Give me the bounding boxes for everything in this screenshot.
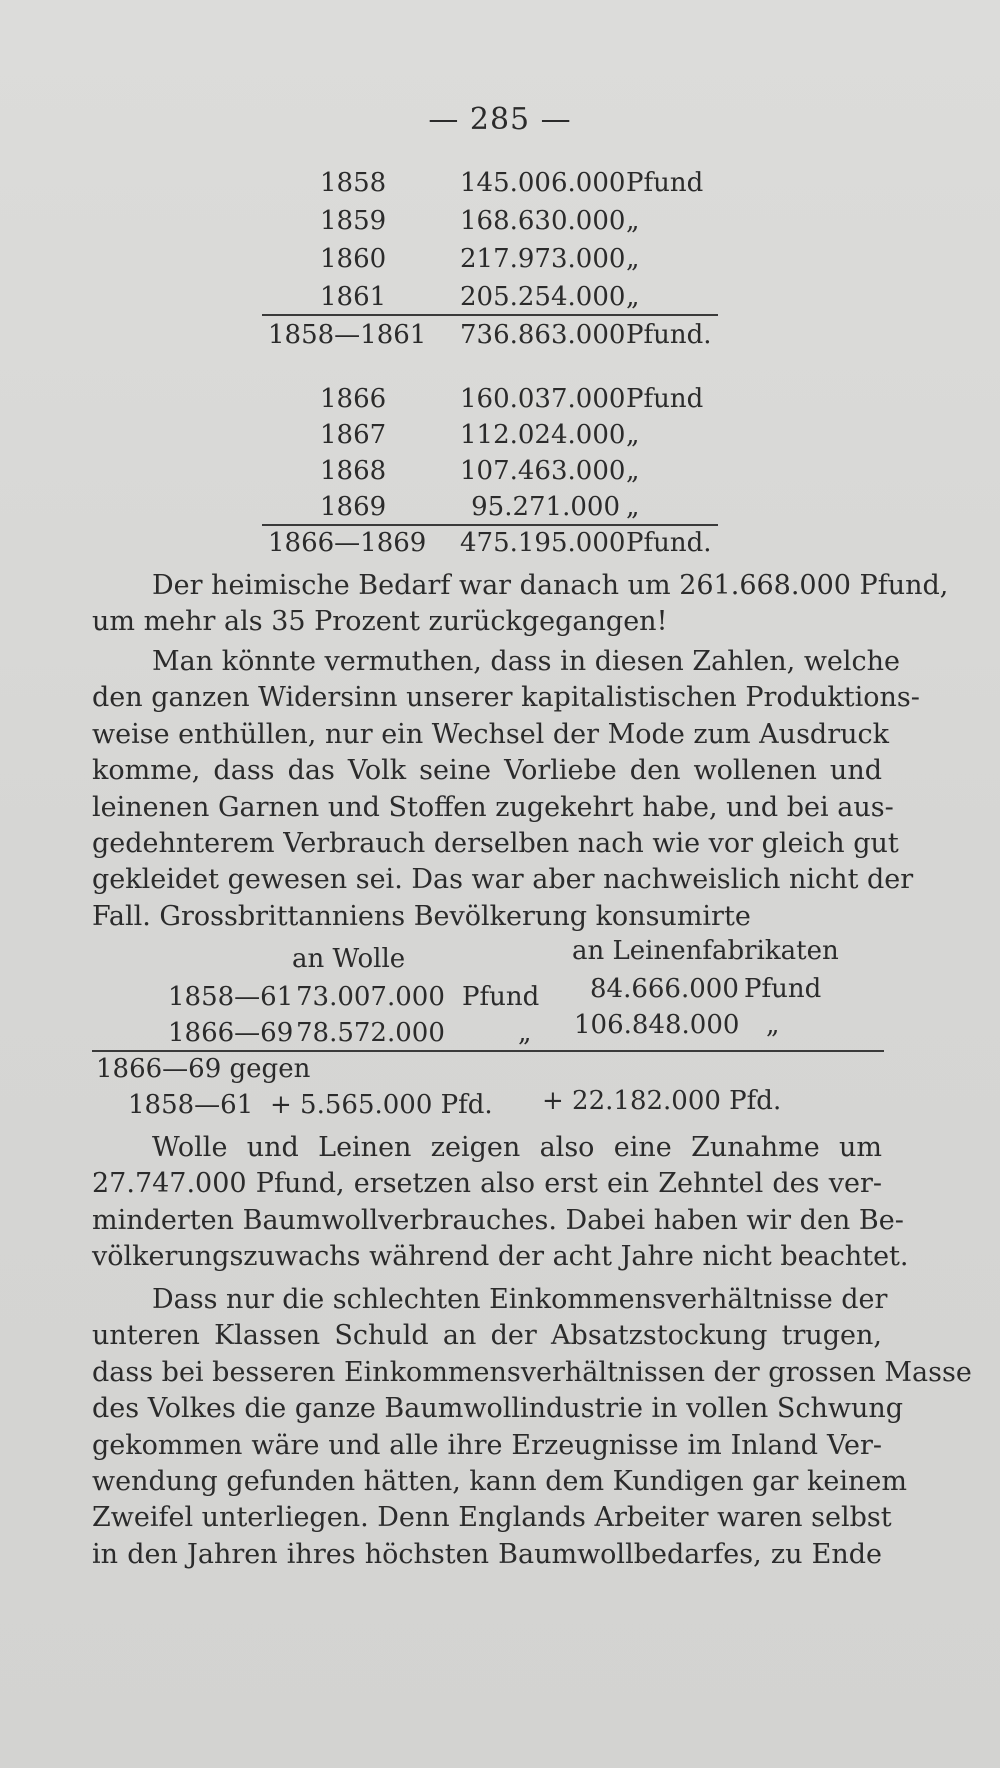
text-line: Dass nur die schlechten Einkommensverhältnisse der bbox=[152, 1284, 888, 1315]
paragraph bbox=[92, 1282, 972, 1573]
table-row-leinen: 84.666.000 bbox=[590, 974, 739, 1004]
sum-rule bbox=[92, 1050, 884, 1052]
table-row-wolle-unit: Pfund bbox=[462, 982, 540, 1012]
table-row-year: 1861 bbox=[320, 282, 387, 312]
table-row-unit: „ bbox=[626, 492, 640, 522]
paragraph bbox=[92, 1130, 909, 1276]
text-line: des Volkes die ganze Baumwollindustrie in vollen Schwung bbox=[92, 1393, 904, 1425]
sum-rule bbox=[262, 524, 718, 526]
table-row-value: 217.973.000 bbox=[460, 244, 626, 274]
table-row-unit: Pfund bbox=[626, 384, 704, 414]
text-line: völkerungszuwachs während der acht Jahre nicht beachtet. bbox=[92, 1241, 909, 1273]
text-line: gekommen wäre und alle ihre Erzeugnisse im Inland Ver- bbox=[92, 1429, 882, 1461]
table-row-unit: „ bbox=[626, 206, 640, 236]
text-line: Wolle und Leinen zeigen also eine Zunahme um bbox=[152, 1132, 882, 1163]
diff-leinen: + 22.182.000 Pfd. bbox=[542, 1086, 782, 1116]
table-row-wolle: 78.572.000 bbox=[296, 1018, 445, 1048]
table-row-value: 112.024.000 bbox=[460, 420, 626, 450]
table-row-value: 168.630.000 bbox=[460, 206, 626, 236]
table-row-unit: Pfund bbox=[626, 168, 704, 198]
text-line: wendung gefunden hätten, kann dem Kundigen gar keinem bbox=[92, 1466, 907, 1498]
table-row-year: 1859 bbox=[320, 206, 387, 236]
table-total-unit: Pfund. bbox=[626, 320, 712, 350]
text-line: dass bei besseren Einkommensverhältnissen der grossen Masse bbox=[92, 1356, 972, 1388]
table-row-value: 107.463.000 bbox=[460, 456, 626, 486]
column-header-wolle: an Wolle bbox=[292, 944, 406, 974]
table-total-unit: Pfund. bbox=[626, 528, 712, 558]
table-row-leinen: 106.848.000 bbox=[574, 1010, 740, 1040]
table-row-year: 1869 bbox=[320, 492, 387, 522]
table-row-year: 1860 bbox=[320, 244, 387, 274]
diff-label-period: 1858—61 bbox=[128, 1090, 254, 1120]
text-line: um mehr als 35 Prozent zurückgegangen! bbox=[92, 606, 668, 638]
table-total-value: 475.195.000 bbox=[460, 528, 626, 558]
table-row-period: 1866—69 bbox=[168, 1018, 294, 1048]
page-number: — 285 — bbox=[428, 102, 572, 137]
table-row-value: 205.254.000 bbox=[460, 282, 626, 312]
table-row-value: 95.271.000 bbox=[471, 492, 620, 522]
table-row-year: 1858 bbox=[320, 168, 387, 198]
text-line: minderten Baumwollverbrauches. Dabei haben wir den Be- bbox=[92, 1204, 904, 1236]
table-row-unit: „ bbox=[626, 420, 640, 450]
text-line: Fall. Grossbrittanniens Bevölkerung konsumirte bbox=[92, 900, 751, 932]
text-line: Der heimische Bedarf war danach um 261.668.000 Pfund, bbox=[152, 570, 949, 601]
table-row-wolle-unit: „ bbox=[518, 1018, 532, 1048]
diff-label: 1866—69 gegen bbox=[96, 1054, 311, 1084]
diff-wolle: + 5.565.000 Pfd. bbox=[270, 1090, 493, 1120]
table-row-leinen-unit: Pfund bbox=[744, 974, 822, 1004]
table-row-leinen-unit: „ bbox=[766, 1010, 780, 1040]
text-line: Zweifel unterliegen. Denn Englands Arbeiter waren selbst bbox=[92, 1502, 892, 1534]
table-row-year: 1866 bbox=[320, 384, 387, 414]
text-line: leinenen Garnen und Stoffen zugekehrt habe, und bei aus- bbox=[92, 791, 894, 823]
table-row-year: 1868 bbox=[320, 456, 387, 486]
column-header-leinen: an Leinenfabrikaten bbox=[572, 936, 839, 966]
text-line: den ganzen Widersinn unserer kapitalistischen Produktions- bbox=[92, 682, 920, 714]
text-line: gekleidet gewesen sei. Das war aber nachweislich nicht der bbox=[92, 864, 914, 896]
table-row-period: 1858—61 bbox=[168, 982, 294, 1012]
table-row-value: 145.006.000 bbox=[460, 168, 626, 198]
table-row-unit: „ bbox=[626, 244, 640, 274]
table-row-value: 160.037.000 bbox=[460, 384, 626, 414]
text-line: in den Jahren ihres höchsten Baumwollbedarfes, zu Ende bbox=[92, 1538, 882, 1570]
text-line: komme, dass das Volk seine Vorliebe den wollenen und bbox=[92, 755, 882, 787]
sum-rule bbox=[262, 314, 718, 316]
table-row-unit: „ bbox=[626, 456, 640, 486]
text-line: 27.747.000 Pfund, ersetzen also erst ein Zehntel des ver- bbox=[92, 1168, 882, 1200]
text-line: unteren Klassen Schuld an der Absatzstockung trugen, bbox=[92, 1320, 882, 1352]
text-line: Man könnte vermuthen, dass in diesen Zahlen, welche bbox=[152, 646, 901, 677]
table-total-year: 1858—1861 bbox=[268, 320, 427, 350]
table-total-year: 1866—1869 bbox=[268, 528, 427, 558]
table-row-unit: „ bbox=[626, 282, 640, 312]
text-line: gedehnterem Verbrauch derselben nach wie vor gleich gut bbox=[92, 828, 899, 860]
text-line: weise enthüllen, nur ein Wechsel der Mode zum Ausdruck bbox=[92, 718, 889, 750]
paragraph bbox=[92, 568, 949, 641]
table-total-value: 736.863.000 bbox=[460, 320, 626, 350]
paragraph bbox=[92, 644, 920, 935]
table-row-year: 1867 bbox=[320, 420, 387, 450]
table-row-wolle: 73.007.000 bbox=[296, 982, 445, 1012]
